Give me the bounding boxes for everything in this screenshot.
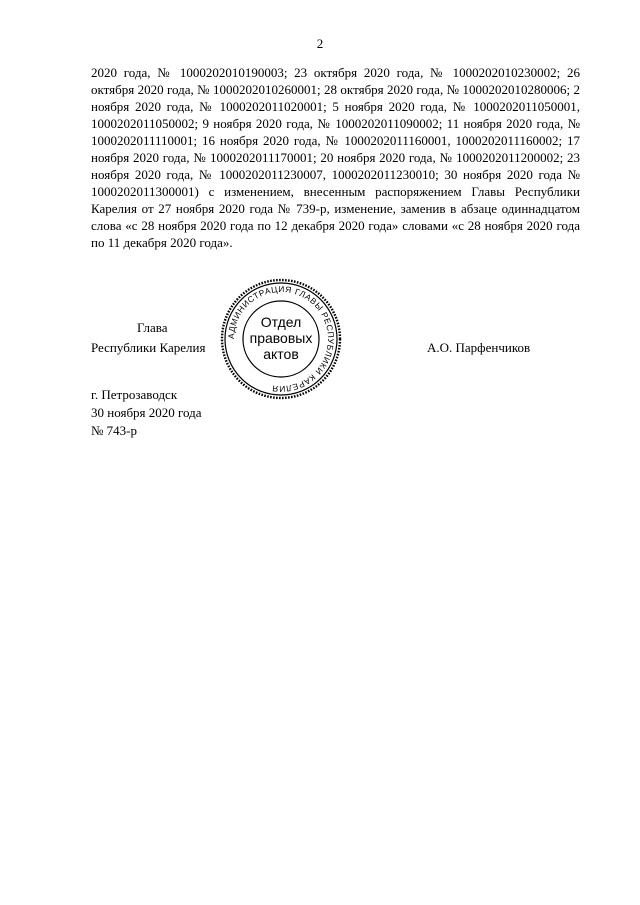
official-stamp	[219, 277, 343, 401]
page-number: 2	[316, 36, 324, 51]
issue-city: г. Петрозаводск	[91, 387, 178, 402]
stamp-graphic	[219, 277, 343, 401]
body-paragraph: 2020 года, № 1000202010190003; 23 октября 2020 года, № 1000202010230002; 26 октября 2020 года, № 1000202010260001; 28 октября 2020 года, № 1000202010280006; 2 ноября 2020 года, № 1000202011020001; 5 ноября 2020 года, № 1000202011050001, 1000202011050002; 9 ноября 2020 года, № 1000202011090002; 11 ноября 2020 года, № 1000202011110001; 16 ноября 2020 года, № 1000202011160001, 1000202011160002; 17 ноября 2020 года, № 1000202011170001; 20 ноября 2020 года, № 1000202011200002; 23 ноября 2020 года, № 1000202011230007, 1000202011230010; 30 ноября 2020 года № 1000202011300001) с изменением, внесенным распоряжением Главы Республики Карелия от 27 ноября 2020 года № 739-р, изменение, заменив в абзаце одиннадцатом слова «с 28 ноября 2020 года по 12 декабря 2020 года» словами «с 28 ноября 2020 года по 11 декабря 2020 года».	[91, 65, 580, 250]
stamp-center-line3: актов	[263, 346, 299, 362]
stamp-ring-text: АДМИНИСТРАЦИЯ ГЛАВЫ РЕСПУБЛИКИ КАРЕЛИЯ	[225, 283, 337, 395]
signatory-name: А.О. Парфенчиков	[427, 340, 531, 355]
document-number: № 743-р	[91, 423, 137, 438]
stamp-center-line1: Отдел	[260, 314, 302, 330]
stamp-center-line2: правовых	[249, 330, 313, 346]
issue-date: 30 ноября 2020 года	[91, 405, 202, 420]
signatory-title-line1: Глава	[137, 320, 168, 335]
document-footer	[91, 386, 202, 440]
signatory-title-line2: Республики Карелия	[91, 340, 206, 355]
